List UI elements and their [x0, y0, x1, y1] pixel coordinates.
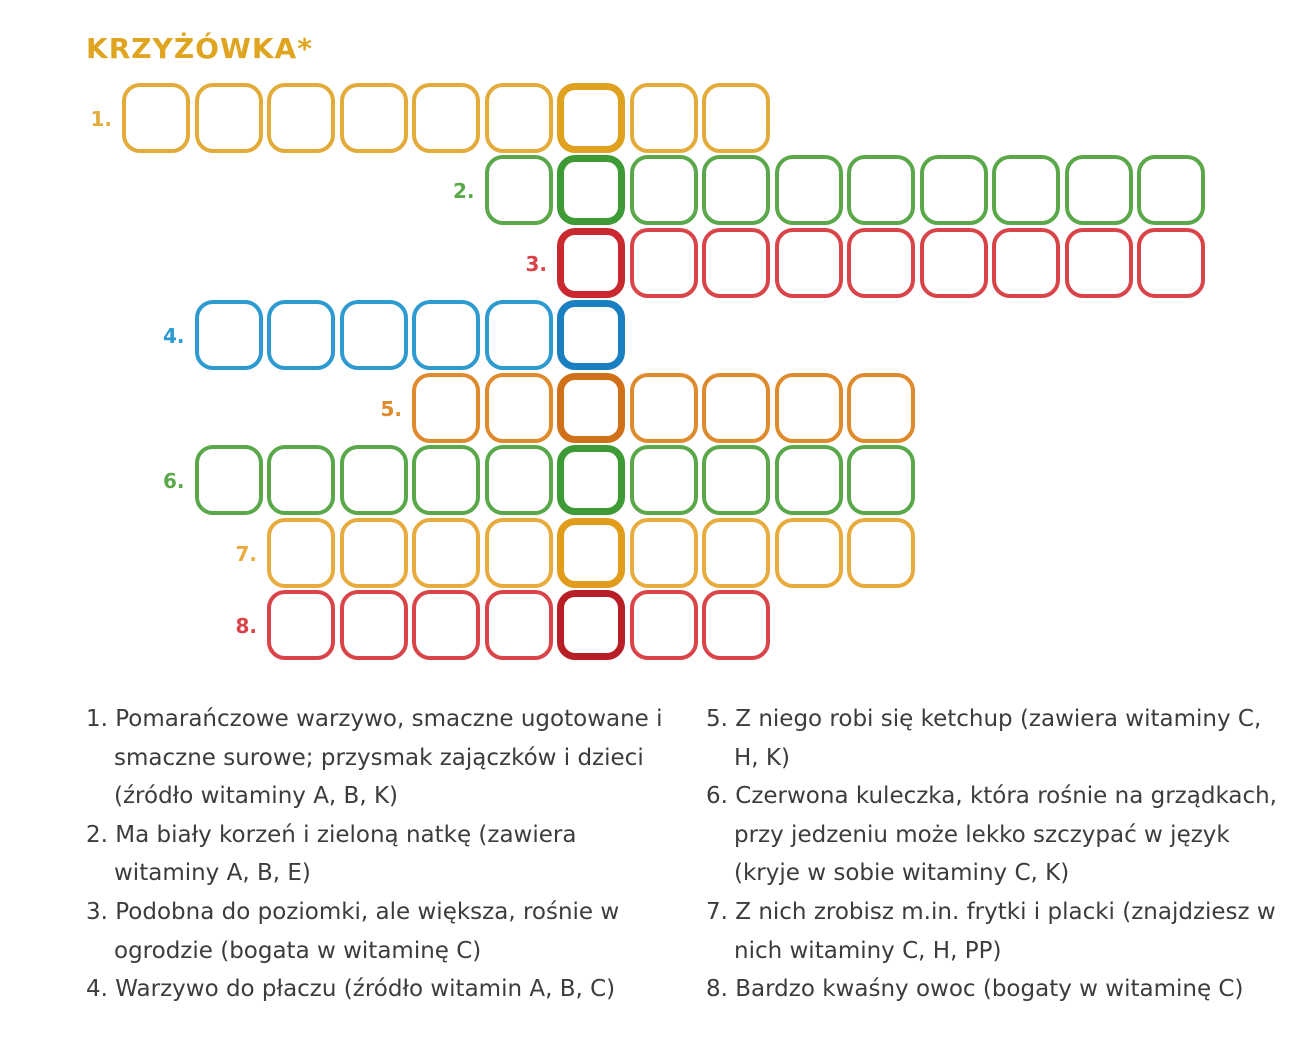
- solution-cell[interactable]: [557, 373, 625, 443]
- crossword-cell[interactable]: [630, 83, 698, 153]
- crossword-cell[interactable]: [195, 300, 263, 370]
- solution-cell[interactable]: [557, 445, 625, 515]
- clue-7: 7. Z nich zrobisz m.in. frytki i placki (znajdziesz w nich witaminy C, H, PP): [706, 898, 1276, 964]
- crossword-cell[interactable]: [195, 83, 263, 153]
- solution-cell[interactable]: [557, 590, 625, 660]
- row-number-4: 4.: [162, 324, 185, 348]
- crossword-cell[interactable]: [267, 83, 335, 153]
- solution-cell[interactable]: [557, 518, 625, 588]
- clues-right-column: [706, 700, 1286, 1009]
- crossword-cell[interactable]: [340, 518, 408, 588]
- clue-8: 8. Bardzo kwaśny owoc (bogaty w witaminę C): [706, 976, 1244, 1003]
- clue-2: 2. Ma biały korzeń i zieloną natkę (zawiera witaminy A, B, E): [86, 821, 577, 887]
- crossword-cell[interactable]: [847, 228, 915, 298]
- solution-cell[interactable]: [557, 228, 625, 298]
- crossword-cell[interactable]: [702, 228, 770, 298]
- crossword-cell[interactable]: [412, 445, 480, 515]
- crossword-cell[interactable]: [630, 518, 698, 588]
- crossword-cell[interactable]: [775, 445, 843, 515]
- row-number-1: 1.: [90, 107, 112, 131]
- crossword-cell[interactable]: [630, 155, 698, 225]
- crossword-cell[interactable]: [412, 373, 480, 443]
- crossword-cell[interactable]: [195, 445, 263, 515]
- crossword-cell[interactable]: [775, 518, 843, 588]
- solution-cell[interactable]: [557, 300, 625, 370]
- solution-cell[interactable]: [557, 83, 625, 153]
- clue-5: 5. Z niego robi się ketchup (zawiera witaminy C, H, K): [706, 706, 1262, 771]
- clues-left-column: [86, 700, 666, 1009]
- crossword-cell[interactable]: [775, 155, 843, 225]
- crossword-cell[interactable]: [267, 590, 335, 660]
- crossword-cell[interactable]: [992, 155, 1060, 225]
- crossword-cell[interactable]: [702, 83, 770, 153]
- row-number-6: 6.: [162, 469, 185, 493]
- crossword-cell[interactable]: [267, 518, 335, 588]
- crossword-cell[interactable]: [485, 300, 553, 370]
- crossword-cell[interactable]: [630, 590, 698, 660]
- crossword-cell[interactable]: [1065, 228, 1133, 298]
- crossword-cell[interactable]: [847, 445, 915, 515]
- row-number-5: 5.: [380, 397, 402, 421]
- crossword-cell[interactable]: [630, 373, 698, 443]
- crossword-cell[interactable]: [847, 518, 915, 588]
- crossword-cell[interactable]: [267, 300, 335, 370]
- crossword-cell[interactable]: [630, 228, 698, 298]
- row-number-7: 7.: [235, 542, 257, 566]
- crossword-cell[interactable]: [847, 373, 915, 443]
- crossword-cell[interactable]: [340, 83, 408, 153]
- crossword-cell[interactable]: [485, 445, 553, 515]
- crossword-cell[interactable]: [847, 155, 915, 225]
- crossword-cell[interactable]: [992, 228, 1060, 298]
- crossword-cell[interactable]: [340, 445, 408, 515]
- crossword-cell[interactable]: [702, 518, 770, 588]
- crossword-cell[interactable]: [485, 155, 553, 225]
- crossword-cell[interactable]: [630, 445, 698, 515]
- crossword-cell[interactable]: [702, 445, 770, 515]
- crossword-cell[interactable]: [775, 373, 843, 443]
- crossword-cell[interactable]: [702, 590, 770, 660]
- crossword-cell[interactable]: [1137, 228, 1205, 298]
- crossword-cell[interactable]: [702, 155, 770, 225]
- clue-3: 3. Podobna do poziomki, ale większa, rośnie w ogrodzie (bogata w witaminę C): [86, 898, 620, 964]
- crossword-cell[interactable]: [122, 83, 190, 153]
- clue-1: 1. Pomarańczowe warzywo, smaczne ugotowane i smaczne surowe; przysmak zajączków i dzieci (źródło witaminy A, B, K): [86, 706, 663, 810]
- crossword-cell[interactable]: [775, 228, 843, 298]
- crossword-cell[interactable]: [920, 228, 988, 298]
- crossword-cell[interactable]: [267, 445, 335, 515]
- crossword-cell[interactable]: [485, 518, 553, 588]
- clue-4: 4. Warzywo do płaczu (źródło witamin A, B, C): [86, 976, 616, 1003]
- crossword-cell[interactable]: [340, 300, 408, 370]
- crossword-cell[interactable]: [920, 155, 988, 225]
- crossword-cell[interactable]: [485, 83, 553, 153]
- crossword-cell[interactable]: [485, 590, 553, 660]
- crossword-cell[interactable]: [1137, 155, 1205, 225]
- crossword-cell[interactable]: [1065, 155, 1133, 225]
- crossword-cell[interactable]: [702, 373, 770, 443]
- crossword-cell[interactable]: [340, 590, 408, 660]
- row-number-3: 3.: [525, 252, 547, 276]
- solution-cell[interactable]: [557, 155, 625, 225]
- crossword-cell[interactable]: [412, 590, 480, 660]
- clue-6: 6. Czerwona kuleczka, która rośnie na grządkach, przy jedzeniu może lekko szczypać w język (kryje w sobie witaminy C, K): [706, 783, 1277, 887]
- row-number-2: 2.: [452, 179, 475, 203]
- crossword-cell[interactable]: [412, 83, 480, 153]
- crossword-cell[interactable]: [412, 300, 480, 370]
- crossword-cell[interactable]: [485, 373, 553, 443]
- row-number-8: 8.: [235, 614, 257, 638]
- crossword-cell[interactable]: [412, 518, 480, 588]
- page-title: KRZYŻÓWKA*: [86, 32, 313, 65]
